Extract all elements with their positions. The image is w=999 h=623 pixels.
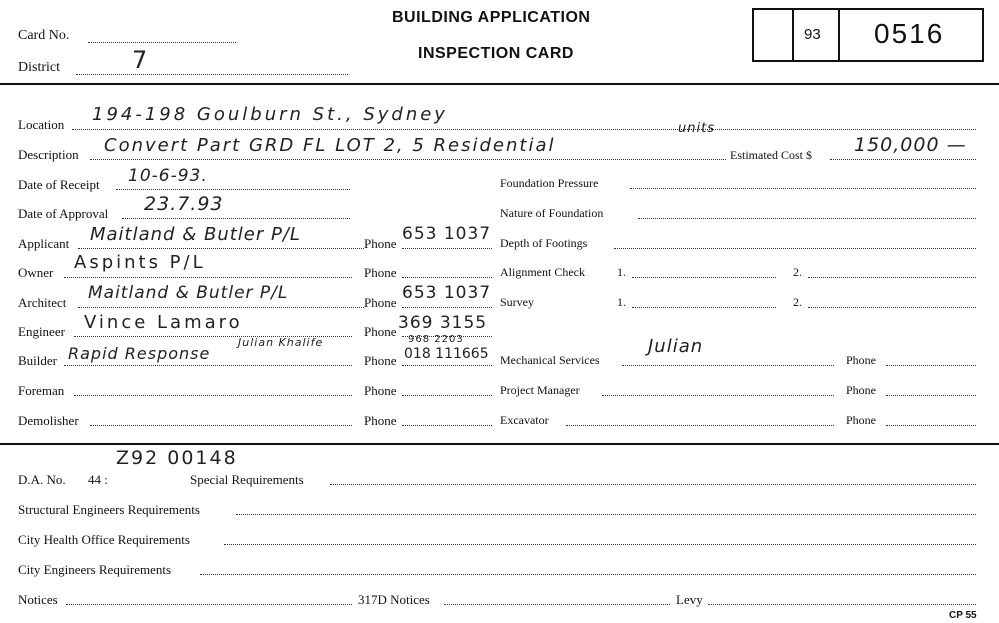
card-no-field[interactable] bbox=[88, 42, 236, 43]
survey-2-field[interactable] bbox=[808, 307, 976, 308]
estimated-cost-field[interactable] bbox=[830, 159, 976, 160]
notices-317d-label: 317D Notices bbox=[358, 592, 430, 607]
date-receipt-field[interactable] bbox=[116, 189, 350, 190]
number-box: 0516 bbox=[874, 18, 945, 49]
applicant-value: Maitland & Butler P/L bbox=[90, 224, 301, 245]
excavator-phone-label: Phone bbox=[846, 413, 876, 427]
mechanical-phone-field[interactable] bbox=[886, 365, 976, 366]
box-divider bbox=[792, 10, 794, 60]
district-label: District bbox=[18, 60, 60, 75]
date-approval-value: 23.7.93 bbox=[144, 193, 224, 215]
builder-value: Rapid Response bbox=[68, 344, 211, 363]
divider-top bbox=[0, 83, 999, 85]
demolisher-label: Demolisher bbox=[18, 413, 79, 428]
date-receipt-label: Date of Receipt bbox=[18, 177, 100, 192]
estimated-cost-label: Estimated Cost $ bbox=[730, 148, 812, 162]
engineers-requirements-field[interactable] bbox=[200, 574, 976, 575]
foreman-phone-field[interactable] bbox=[402, 395, 492, 396]
architect-value: Maitland & Butler P/L bbox=[88, 283, 289, 303]
title-line-2: INSPECTION CARD bbox=[418, 45, 574, 62]
excavator-field[interactable] bbox=[566, 425, 834, 426]
card-number-boxes bbox=[752, 8, 984, 62]
structural-requirements-label: Structural Engineers Requirements bbox=[18, 502, 200, 517]
district-value: 7 bbox=[132, 46, 149, 74]
applicant-field[interactable] bbox=[78, 248, 364, 249]
applicant-label: Applicant bbox=[18, 236, 70, 251]
demolisher-phone-field[interactable] bbox=[402, 425, 492, 426]
box-divider bbox=[838, 10, 840, 60]
health-requirements-field[interactable] bbox=[224, 544, 976, 545]
da-value: Z92 00148 bbox=[116, 447, 238, 469]
description-value: Convert Part GRD FL LOT 2, 5 Residential bbox=[104, 135, 556, 156]
special-requirements-field[interactable] bbox=[330, 484, 976, 485]
da-prefix: 44 : bbox=[88, 472, 108, 487]
notices-label: Notices bbox=[18, 592, 58, 607]
survey-2-label: 2. bbox=[793, 295, 802, 309]
project-manager-phone-label: Phone bbox=[846, 383, 876, 397]
health-requirements-label: City Health Office Requirements bbox=[18, 532, 190, 547]
builder-label: Builder bbox=[18, 353, 57, 368]
survey-1-field[interactable] bbox=[632, 307, 776, 308]
owner-field[interactable] bbox=[64, 277, 352, 278]
builder-extra: Julian Khalife bbox=[238, 336, 324, 349]
location-value: 194-198 Goulburn St., Sydney bbox=[92, 104, 448, 125]
alignment-2-label: 2. bbox=[793, 265, 802, 279]
date-approval-field[interactable] bbox=[122, 218, 350, 219]
excavator-phone-field[interactable] bbox=[886, 425, 976, 426]
nature-foundation-field[interactable] bbox=[638, 218, 976, 219]
builder-field[interactable] bbox=[64, 365, 352, 366]
date-approval-label: Date of Approval bbox=[18, 206, 109, 221]
builder-phone-value: 018 111665 bbox=[404, 346, 489, 362]
title-line-1: BUILDING APPLICATION bbox=[392, 9, 591, 26]
owner-phone-label: Phone bbox=[364, 265, 397, 280]
year-box: 93 bbox=[804, 26, 821, 43]
location-label: Location bbox=[18, 117, 65, 132]
alignment-2-field[interactable] bbox=[808, 277, 976, 278]
architect-phone-value: 653 1037 bbox=[402, 283, 492, 303]
applicant-phone-label: Phone bbox=[364, 236, 397, 251]
district-field[interactable] bbox=[76, 74, 348, 75]
special-requirements-label: Special Requirements bbox=[190, 472, 304, 487]
date-receipt-value: 10-6-93. bbox=[128, 166, 208, 186]
foundation-pressure-label: Foundation Pressure bbox=[500, 176, 599, 190]
mechanical-services-field[interactable] bbox=[622, 365, 834, 366]
depth-footings-field[interactable] bbox=[614, 248, 976, 249]
alignment-1-label: 1. bbox=[617, 265, 626, 279]
foundation-pressure-field[interactable] bbox=[630, 188, 976, 189]
location-field[interactable] bbox=[72, 129, 976, 130]
engineers-requirements-label: City Engineers Requirements bbox=[18, 562, 172, 577]
mechanical-services-value: Julian bbox=[648, 336, 704, 357]
divider-bottom bbox=[0, 443, 999, 445]
owner-value: Aspints P/L bbox=[74, 252, 206, 273]
form-code: CP 55 bbox=[949, 610, 977, 621]
alignment-1-field[interactable] bbox=[632, 277, 776, 278]
applicant-phone-field[interactable] bbox=[402, 248, 492, 249]
builder-phone-field[interactable] bbox=[402, 365, 492, 366]
excavator-label: Excavator bbox=[500, 413, 549, 427]
description-field[interactable] bbox=[90, 159, 726, 160]
alignment-check-label: Alignment Check bbox=[500, 265, 585, 279]
mechanical-phone-label: Phone bbox=[846, 353, 876, 367]
architect-phone-field[interactable] bbox=[402, 307, 492, 308]
demolisher-phone-label: Phone bbox=[364, 413, 397, 428]
foreman-field[interactable] bbox=[74, 395, 352, 396]
demolisher-field[interactable] bbox=[90, 425, 352, 426]
levy-label: Levy bbox=[676, 592, 703, 607]
architect-phone-label: Phone bbox=[364, 295, 397, 310]
engineer-label: Engineer bbox=[18, 324, 65, 339]
owner-label: Owner bbox=[18, 265, 54, 280]
foreman-label: Foreman bbox=[18, 383, 65, 398]
notices-317d-field[interactable] bbox=[444, 604, 670, 605]
description-label: Description bbox=[18, 147, 79, 162]
applicant-phone-value: 653 1037 bbox=[402, 224, 492, 244]
architect-label: Architect bbox=[18, 295, 67, 310]
foreman-phone-label: Phone bbox=[364, 383, 397, 398]
project-manager-field[interactable] bbox=[602, 395, 834, 396]
mechanical-services-label: Mechanical Services bbox=[500, 353, 600, 367]
card-no-label: Card No. bbox=[18, 28, 70, 43]
structural-requirements-field[interactable] bbox=[236, 514, 976, 515]
depth-footings-label: Depth of Footings bbox=[500, 236, 588, 250]
project-manager-label: Project Manager bbox=[500, 383, 580, 397]
project-manager-phone-field[interactable] bbox=[886, 395, 976, 396]
estimated-cost-value: 150,000 — bbox=[854, 134, 967, 156]
owner-phone-field[interactable] bbox=[402, 277, 492, 278]
da-no-label: D.A. No. bbox=[18, 472, 66, 487]
engineer-value: Vince Lamaro bbox=[84, 312, 243, 333]
levy-field[interactable] bbox=[708, 604, 976, 605]
description-extra: units bbox=[678, 121, 715, 136]
notices-field[interactable] bbox=[66, 604, 352, 605]
engineer-phone-value: 369 3155 bbox=[398, 313, 488, 333]
nature-foundation-label: Nature of Foundation bbox=[500, 206, 604, 220]
engineer-phone-label: Phone bbox=[364, 324, 397, 339]
builder-phone-label: Phone bbox=[364, 353, 397, 368]
survey-label: Survey bbox=[500, 295, 534, 309]
architect-field[interactable] bbox=[78, 307, 364, 308]
survey-1-label: 1. bbox=[617, 295, 626, 309]
builder-phone-extra: 968 2203 bbox=[408, 334, 464, 345]
